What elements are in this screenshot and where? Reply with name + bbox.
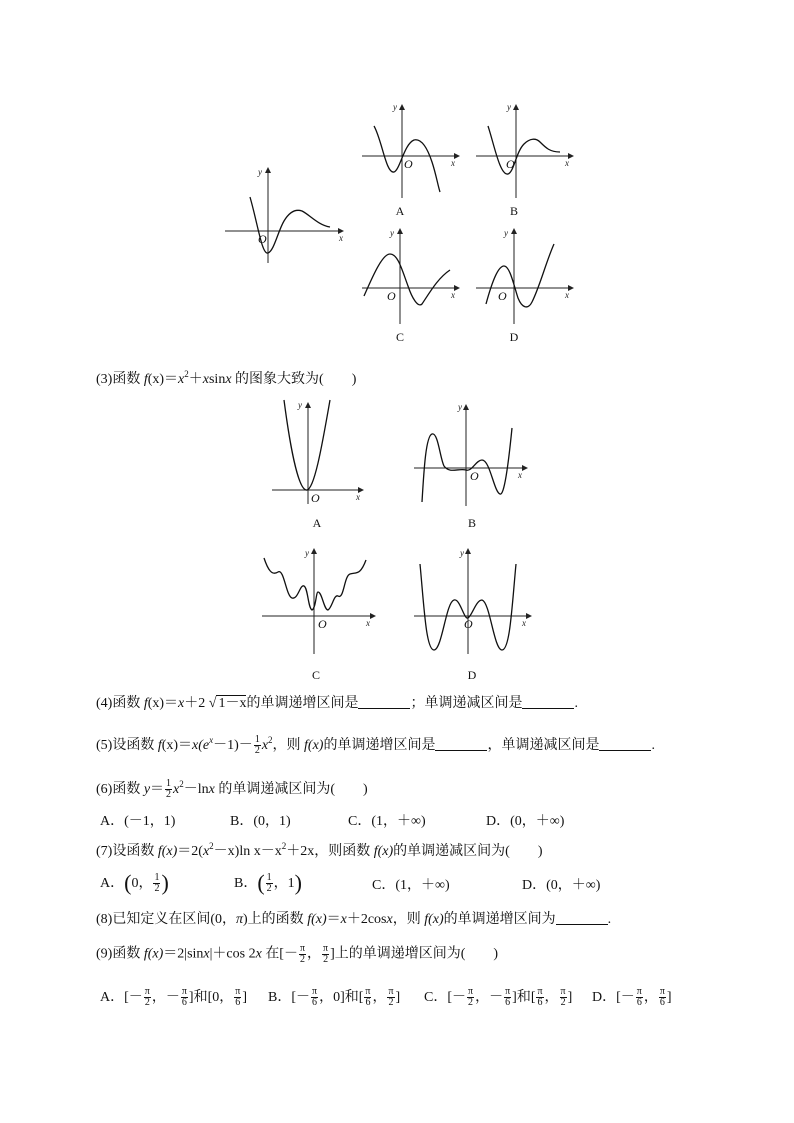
choice-c-caption: C bbox=[395, 330, 404, 344]
q3-caption-b: B bbox=[467, 516, 476, 530]
choice-c-graph bbox=[360, 226, 460, 326]
origin-label: O bbox=[404, 157, 413, 171]
choice-a-graph bbox=[360, 100, 460, 200]
q3-graph-b bbox=[410, 398, 530, 508]
choice-d-caption: D bbox=[509, 330, 519, 344]
q9-option-a[interactable]: A．[－ $\frac{\pi}{2}$ ，－ $\frac{\pi}{6}$ ]和[0， $\frac{\pi}{6}$ ] bbox=[100, 986, 247, 1009]
origin-label: O bbox=[387, 289, 396, 303]
q9-option-d[interactable]: D．[－ $\frac{\pi}{6}$ ， $\frac{\pi}{6}$ ] bbox=[592, 986, 672, 1009]
x-axis-label: x bbox=[565, 158, 569, 168]
x-axis-label: x bbox=[356, 492, 360, 502]
q3-caption-a: A bbox=[312, 516, 322, 530]
q6-option-a[interactable]: A．(－1，1) bbox=[100, 814, 176, 829]
choice-a-caption: A bbox=[395, 204, 405, 218]
question-3: (3)函数 $f(x)=x^2+xsinx$ 的图象大致为( ) bbox=[96, 369, 357, 387]
fraction-one-half: $\frac{1}{2}$ bbox=[166, 778, 172, 801]
q9-option-c[interactable]: C．[－ $\frac{\pi}{2}$ ，－ $\frac{\pi}{6}$ ]和[ $\frac{\pi}{6}$ ， $\frac{\pi}{2}$ ] bbox=[424, 986, 573, 1009]
origin-label: O bbox=[258, 232, 267, 246]
main-function-graph bbox=[222, 165, 347, 265]
q3-graph-c bbox=[258, 546, 378, 656]
q7-option-a[interactable]: A．(0， $\frac{1}{2}$ ) bbox=[100, 870, 169, 895]
x-axis-label: x bbox=[565, 290, 569, 300]
x-axis-label: x bbox=[339, 233, 343, 243]
q3-graph-a bbox=[268, 396, 368, 506]
y-axis-label: y bbox=[393, 102, 397, 112]
y-axis-label: y bbox=[504, 228, 508, 238]
q7-option-c[interactable]: C．(1，＋∞) bbox=[372, 878, 450, 893]
q6-option-c[interactable]: C．(1，＋∞) bbox=[348, 814, 426, 829]
answer-blank-decreasing[interactable] bbox=[599, 737, 651, 751]
y-axis-label: y bbox=[305, 548, 309, 558]
question-4: (4)函数 f(x)＝x＋2 √ 1－x的单调递增区间是 ；单调递减区间是 . bbox=[96, 696, 578, 711]
choice-b-caption: B bbox=[509, 204, 518, 218]
question-5: (5)设函数 $f(x)=x(e^x-1)-$ $\frac{1}{2}$ $x^2$，则 f(x)的单调递增区间是 ，单调递减区间是 . bbox=[96, 734, 655, 757]
origin-label: O bbox=[498, 289, 507, 303]
fraction-one-half: $\frac{1}{2}$ bbox=[254, 734, 260, 757]
question-6: (6)函数 y＝ $\frac{1}{2}$ $x^2-\ln x$ 的单调递减区间为( ) bbox=[96, 778, 368, 801]
origin-label: O bbox=[470, 469, 479, 483]
choice-d-graph bbox=[474, 226, 574, 326]
origin-label: O bbox=[506, 157, 515, 171]
x-axis-label: x bbox=[522, 618, 526, 628]
answer-blank-decreasing[interactable] bbox=[522, 695, 574, 709]
choice-b-graph bbox=[474, 100, 574, 200]
origin-label: O bbox=[464, 617, 473, 631]
x-axis-label: x bbox=[451, 158, 455, 168]
y-axis-label: y bbox=[507, 102, 511, 112]
origin-label: O bbox=[318, 617, 327, 631]
origin-label: O bbox=[311, 491, 320, 505]
y-axis-label: y bbox=[298, 400, 302, 410]
x-axis-label: x bbox=[518, 470, 522, 480]
q6-option-b[interactable]: B．(0，1) bbox=[230, 814, 291, 829]
x-axis-label: x bbox=[451, 290, 455, 300]
q3-graph-d bbox=[410, 546, 534, 656]
question-7: (7)设函数 $f(x)=2(x^2-x)\ln$ $x-x^2+2x$，则函数 f(x)的单调递减区间为( ) bbox=[96, 841, 543, 859]
question-8: (8)已知定义在区间(0，π)上的函数 f(x)＝x＋2cosx，则 f(x)的单调递增区间为 . bbox=[96, 912, 612, 927]
y-axis-label: y bbox=[258, 167, 262, 177]
y-axis-label: y bbox=[390, 228, 394, 238]
q3-caption-d: D bbox=[467, 668, 477, 682]
answer-blank-increasing[interactable] bbox=[358, 695, 410, 709]
q9-option-b[interactable]: B．[－ $\frac{\pi}{6}$ ，0]和[ $\frac{\pi}{6}$ ， $\frac{\pi}{2}$ ] bbox=[268, 986, 401, 1009]
answer-blank-increasing[interactable] bbox=[556, 911, 608, 925]
q6-option-d[interactable]: D．(0，＋∞) bbox=[486, 814, 565, 829]
x-axis-label: x bbox=[366, 618, 370, 628]
y-axis-label: y bbox=[458, 402, 462, 412]
q7-option-b[interactable]: B．( $\frac{1}{2}$ ，1) bbox=[234, 870, 302, 895]
question-9: (9)函数 f(x)＝2|sinx|＋cos 2x 在[－ $\frac{\pi}{2}$ ， $\frac{\pi}{2}$ ]上的单调递增区间为( ) bbox=[96, 943, 499, 965]
y-axis-label: y bbox=[460, 548, 464, 558]
answer-blank-increasing[interactable] bbox=[435, 737, 487, 751]
q7-option-d[interactable]: D．(0，＋∞) bbox=[522, 878, 601, 893]
q3-caption-c: C bbox=[311, 668, 320, 682]
